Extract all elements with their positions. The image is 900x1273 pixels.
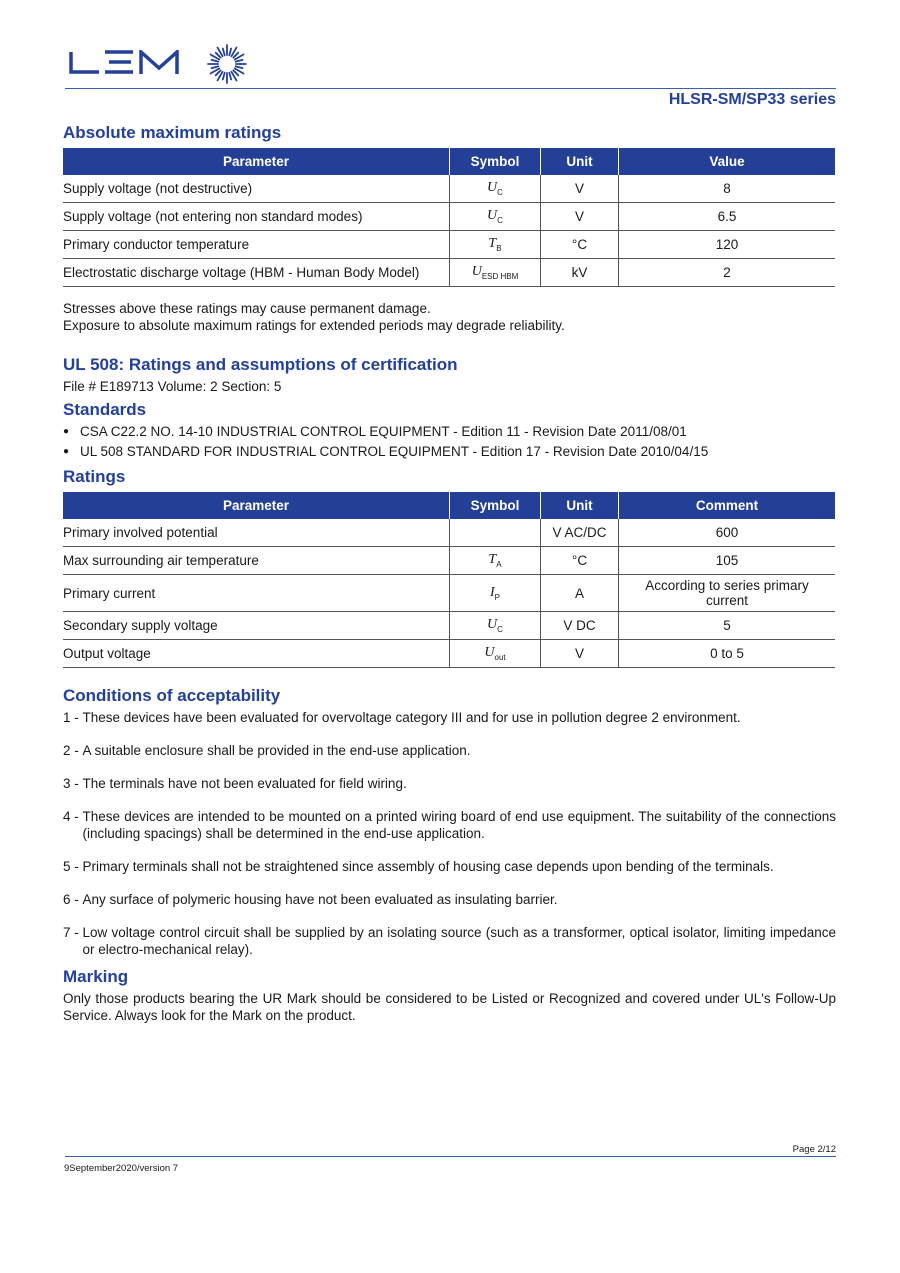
- main-content: [63, 122, 836, 1024]
- condition-number: 6 -: [63, 892, 83, 907]
- table-row: [63, 203, 835, 231]
- cell-unit: kV: [541, 259, 619, 287]
- cell-symbol: [450, 203, 541, 231]
- col-header-value: Value: [619, 148, 836, 175]
- cell-symbol: [450, 259, 541, 287]
- series-title: HLSR-SM/SP33 series: [668, 91, 836, 108]
- condition-text: These devices have been evaluated for overvoltage category III and for use in pollution degree 2 environment.: [82, 710, 741, 725]
- condition-text: A suitable enclosure shall be provided in the end-use application.: [82, 743, 471, 758]
- ul508-heading: UL 508: Ratings and assumptions of certification: [63, 355, 458, 374]
- col-header-unit: Unit: [541, 492, 619, 519]
- cell-unit: A: [541, 575, 619, 612]
- symbol-subscript: C: [497, 624, 503, 634]
- condition-item: [63, 924, 836, 958]
- table-row: [63, 175, 835, 203]
- condition-item: [63, 742, 836, 759]
- cell-unit: V AC/DC: [541, 519, 619, 547]
- symbol-letter: T: [488, 552, 497, 568]
- condition-number: 3 -: [63, 776, 83, 791]
- cell-unit: V DC: [541, 612, 619, 640]
- symbol-letter: U: [484, 645, 495, 661]
- symbol-subscript: ESD HBM: [481, 271, 519, 281]
- cell-parameter: Output voltage: [63, 640, 450, 668]
- cell-unit: V: [541, 175, 619, 203]
- condition-number: 1 -: [63, 710, 83, 725]
- lem-logo-icon: [69, 50, 179, 76]
- cell-parameter: Max surrounding air temperature: [63, 547, 450, 575]
- condition-item: [63, 775, 836, 792]
- cell-symbol: [450, 575, 541, 612]
- cell-unit: V: [541, 640, 619, 668]
- symbol-letter: U: [487, 180, 498, 196]
- condition-item: [63, 858, 836, 875]
- page-header: [63, 38, 836, 98]
- header-rule: [65, 88, 836, 89]
- col-header-comment: Comment: [619, 492, 836, 519]
- table-row: [63, 575, 835, 612]
- symbol-subscript: A: [496, 559, 502, 569]
- symbol-subscript: B: [496, 243, 502, 253]
- standards-heading: Standards: [63, 400, 147, 419]
- condition-number: 4 -: [63, 809, 83, 824]
- condition-text: These devices are intended to be mounted on a printed wiring board of end use equipment. The suitability of the connections (including spacings) shall be determined in the end-use application.: [82, 809, 836, 841]
- cell-value: 600: [619, 519, 836, 547]
- symbol-subscript: out: [494, 652, 506, 662]
- cell-symbol: [450, 175, 541, 203]
- abs-max-heading: Absolute maximum ratings: [63, 123, 282, 142]
- symbol-subscript: P: [494, 592, 500, 602]
- condition-number: 5 -: [63, 859, 83, 874]
- symbol-letter: U: [471, 264, 482, 280]
- cell-parameter: Electrostatic discharge voltage (HBM - Human Body Model): [63, 259, 450, 287]
- marking-heading: Marking: [63, 967, 129, 986]
- condition-text: Low voltage control circuit shall be supplied by an isolating source (such as a transformer, optical isolator, limiting impedance or electro-mechanical relay).: [82, 925, 836, 957]
- table-row: [63, 640, 835, 668]
- abs-max-note-2: Exposure to absolute maximum ratings for extended periods may degrade reliability.: [63, 318, 565, 333]
- col-header-symbol: Symbol: [450, 148, 541, 175]
- symbol-subscript: C: [497, 187, 503, 197]
- conditions-list: [63, 709, 836, 958]
- cell-unit: °C: [541, 547, 619, 575]
- cell-value: 120: [619, 231, 836, 259]
- cell-unit: V: [541, 203, 619, 231]
- abs-max-note-1: Stresses above these ratings may cause permanent damage.: [63, 301, 431, 316]
- condition-item: [63, 709, 836, 726]
- version-label: 9September2020/version 7: [64, 1163, 179, 1174]
- conditions-heading: Conditions of acceptability: [63, 686, 281, 705]
- abs-max-table: [63, 148, 835, 287]
- cell-parameter: Primary involved potential: [63, 519, 450, 547]
- symbol-subscript: C: [497, 215, 503, 225]
- cell-parameter: Primary current: [63, 575, 450, 612]
- list-item: ● CSA C22.2 NO. 14-10 INDUSTRIAL CONTROL EQUIPMENT - Edition 11 - Revision Date 2011/08/01: [63, 423, 836, 440]
- condition-number: 7 -: [63, 925, 83, 940]
- condition-text: The terminals have not been evaluated for field wiring.: [82, 776, 407, 791]
- cell-symbol: [450, 231, 541, 259]
- cell-value: According to series primary current: [619, 575, 836, 612]
- lem-sun-icon: [205, 42, 249, 86]
- cell-value: 0 to 5: [619, 640, 836, 668]
- condition-number: 2 -: [63, 743, 83, 758]
- ratings-table: [63, 492, 835, 668]
- ratings-header-row: [63, 492, 835, 519]
- standards-list: [63, 423, 836, 460]
- col-header-parameter: Parameter: [63, 148, 450, 175]
- symbol-letter: U: [487, 617, 498, 633]
- col-header-symbol: Symbol: [450, 492, 541, 519]
- list-item: ● UL 508 STANDARD FOR INDUSTRIAL CONTROL EQUIPMENT - Edition 17 - Revision Date 2010/04/15: [63, 443, 836, 460]
- condition-item: [63, 808, 836, 842]
- cell-symbol: [450, 612, 541, 640]
- cell-symbol: [450, 519, 541, 547]
- symbol-letter: T: [488, 236, 497, 252]
- col-header-parameter: Parameter: [63, 492, 450, 519]
- ul508-file: File # E189713 Volume: 2 Section: 5: [63, 379, 282, 394]
- page-number: Page 2/12: [792, 1144, 836, 1155]
- abs-max-header-row: [63, 148, 835, 175]
- cell-value: 5: [619, 612, 836, 640]
- cell-value: 105: [619, 547, 836, 575]
- cell-value: 2: [619, 259, 836, 287]
- ratings-heading: Ratings: [63, 467, 126, 486]
- cell-symbol: [450, 547, 541, 575]
- cell-unit: °C: [541, 231, 619, 259]
- table-row: [63, 231, 835, 259]
- cell-parameter: Supply voltage (not destructive): [63, 175, 450, 203]
- symbol-letter: U: [487, 208, 498, 224]
- table-row: [63, 259, 835, 287]
- cell-value: 6.5: [619, 203, 836, 231]
- condition-text: Primary terminals shall not be straightened since assembly of housing case depends upon bending of the terminals.: [82, 859, 774, 874]
- cell-parameter: Supply voltage (not entering non standard modes): [63, 203, 450, 231]
- cell-value: 8: [619, 175, 836, 203]
- cell-parameter: Primary conductor temperature: [63, 231, 450, 259]
- symbol-letter: I: [489, 584, 495, 600]
- col-header-unit: Unit: [541, 148, 619, 175]
- condition-text: Any surface of polymeric housing have not been evaluated as insulating barrier.: [82, 892, 558, 907]
- table-row: [63, 519, 835, 547]
- condition-item: [63, 891, 836, 908]
- cell-symbol: [450, 640, 541, 668]
- table-row: [63, 547, 835, 575]
- cell-parameter: Secondary supply voltage: [63, 612, 450, 640]
- table-row: [63, 612, 835, 640]
- marking-text: Only those products bearing the UR Mark should be considered to be Listed or Recognized and covered under UL's Follow-Up Service. Always look for the Mark on the product.: [63, 991, 836, 1023]
- footer-rule: [65, 1156, 836, 1157]
